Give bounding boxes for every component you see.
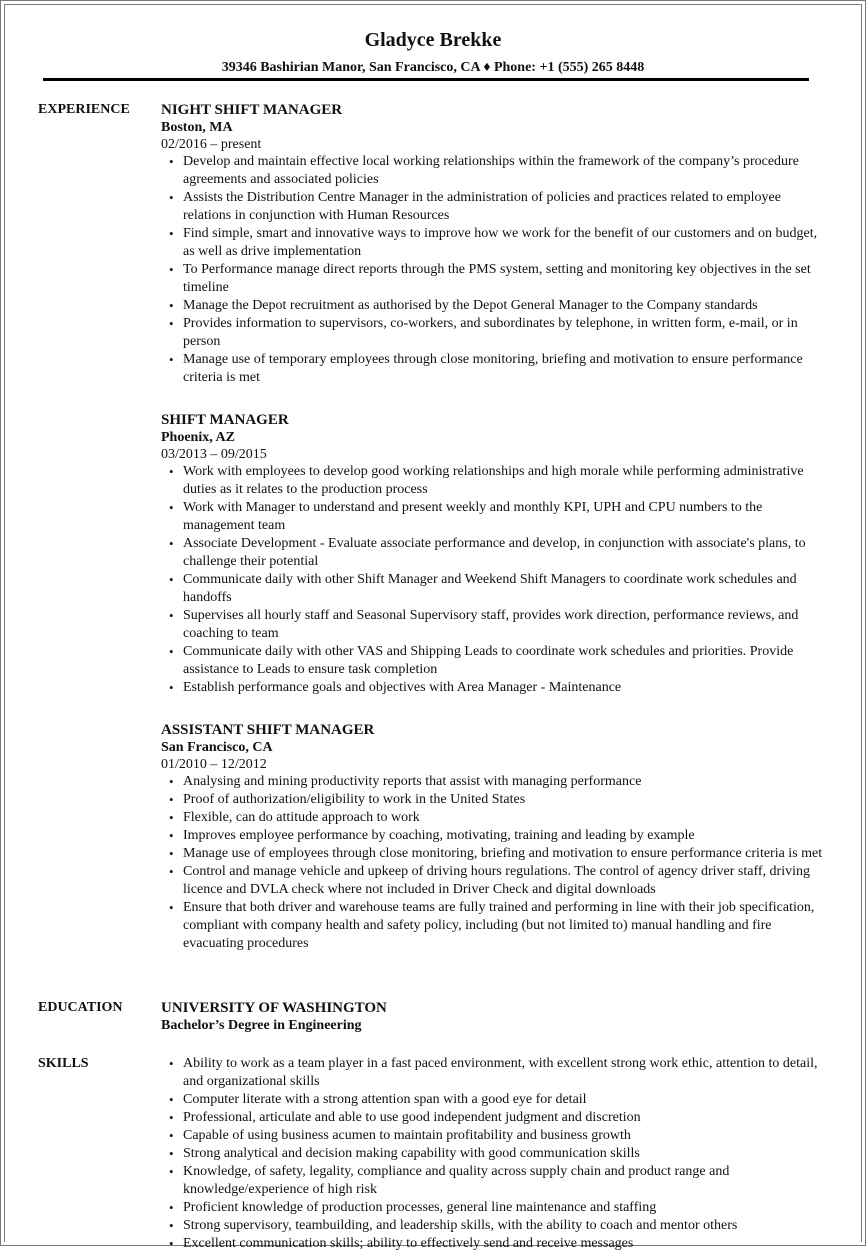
bullet-item: • Work with Manager to understand and present weekly and monthly KPI, UPH and CPU numbers to the management team (161, 499, 823, 535)
bullet-item: • Provides information to supervisors, co-workers, and subordinates by telephone, in written form, e-mail, or in person (161, 315, 823, 351)
job-location: Phoenix, AZ (161, 430, 235, 445)
education-body (161, 999, 821, 1034)
bullet-item: • Knowledge, of safety, legality, compliance and quality across supply chain and product range and knowledge/experience of high risk (161, 1163, 823, 1199)
bullet-item: • To Performance manage direct reports through the PMS system, setting and monitoring key objectives in the set timeline (161, 261, 823, 297)
job-bullets (161, 153, 821, 387)
bullet-item: • Find simple, smart and innovative ways to improve how we work for the benefit of our customers and on budget, as well as drive implementation (161, 225, 823, 261)
bullet-item: • Ensure that both driver and warehouse teams are fully trained and performing in line with their job specification, compliant with company health and safety policy, including (but not limited to) manual handling and fire evacuating procedures (161, 899, 823, 953)
job-location: Boston, MA (161, 120, 233, 135)
skills-body (161, 1055, 821, 1253)
bullet-item: • Work with employees to develop good working relationships and high morale while performing administrative duties as it relates to the production process (161, 463, 823, 499)
bullet-item: • Assists the Distribution Centre Manager in the administration of policies and practices related to employee relations in conjunction with Human Resources (161, 189, 823, 225)
job-dates: 01/2010 – 12/2012 (161, 757, 267, 772)
bullet-item: • Flexible, can do attitude approach to work (161, 809, 823, 827)
resume-header (0, 28, 866, 76)
bullet-item: • Communicate daily with other VAS and Shipping Leads to coordinate work schedules and priorities. Provide assistance to Leads to ensure task completion (161, 643, 823, 679)
bullet-item: • Supervises all hourly staff and Seasonal Supervisory staff, provides work direction, performance reviews, and coaching to team (161, 607, 823, 643)
bullet-item: • Professional, articulate and able to use good independent judgment and discretion (161, 1109, 823, 1127)
section-label-experience: EXPERIENCE (38, 102, 130, 117)
bullet-item: • Computer literate with a strong attention span with a good eye for detail (161, 1091, 823, 1109)
bullet-item: • Proficient knowledge of production processes, general line maintenance and staffing (161, 1199, 823, 1217)
bullet-item: • Develop and maintain effective local working relationships within the framework of the company’s procedure agreements and associated policies (161, 153, 823, 189)
section-label-education: EDUCATION (38, 1000, 123, 1015)
education-school: UNIVERSITY OF WASHINGTON (161, 1000, 387, 1016)
job-title: NIGHT SHIFT MANAGER (161, 102, 343, 118)
bullet-item: • Strong supervisory, teambuilding, and leadership skills, with the ability to coach and mentor others (161, 1217, 823, 1235)
bullet-item: • Associate Development - Evaluate associate performance and develop, in conjunction with associate's plans, to challenge their potential (161, 535, 823, 571)
bullet-item: • Capable of using business acumen to maintain profitability and business growth (161, 1127, 823, 1145)
job-title: ASSISTANT SHIFT MANAGER (161, 722, 375, 738)
job-location: San Francisco, CA (161, 740, 273, 755)
skills-bullets (161, 1055, 821, 1253)
bullet-item: • Manage use of employees through close monitoring, briefing and motivation to ensure performance criteria is met (161, 845, 823, 863)
job-dates: 03/2013 – 09/2015 (161, 447, 267, 462)
bullet-item: • Improves employee performance by coaching, motivating, training and leading by example (161, 827, 823, 845)
bullet-item: • Ability to work as a team player in a fast paced environment, with excellent strong work ethic, attention to detail, and organizational skills (161, 1055, 823, 1091)
job-entry (161, 411, 821, 697)
header-divider (43, 78, 809, 81)
job-entry (161, 101, 821, 387)
education-degree: Bachelor’s Degree in Engineering (161, 1018, 362, 1033)
job-entry (161, 721, 821, 953)
bullet-item: • Establish performance goals and objectives with Area Manager - Maintenance (161, 679, 823, 697)
bullet-item: • Manage use of temporary employees through close monitoring, briefing and motivation to ensure performance criteria is met (161, 351, 823, 387)
job-title: SHIFT MANAGER (161, 412, 289, 428)
job-bullets (161, 773, 821, 953)
job-dates: 02/2016 – present (161, 137, 262, 152)
job-bullets (161, 463, 821, 697)
section-label-skills: SKILLS (38, 1056, 89, 1071)
bullet-item: • Strong analytical and decision making capability with good communication skills (161, 1145, 823, 1163)
bullet-item: • Analysing and mining productivity reports that assist with managing performance (161, 773, 823, 791)
contact-line: 39346 Bashirian Manor, San Francisco, CA ♦ Phone: +1 (555) 265 8448 (221, 60, 645, 75)
candidate-name: Gladyce Brekke (364, 29, 502, 51)
bullet-item: • Manage the Depot recruitment as authorised by the Depot General Manager to the Company standards (161, 297, 823, 315)
bullet-item: • Excellent communication skills; ability to effectively send and receive messages (161, 1235, 823, 1253)
bullet-item: • Communicate daily with other Shift Manager and Weekend Shift Managers to coordinate work schedules and handoffs (161, 571, 823, 607)
bullet-item: • Proof of authorization/eligibility to work in the United States (161, 791, 823, 809)
bullet-item: • Control and manage vehicle and upkeep of driving hours regulations. The control of agency driver staff, driving licence and DVLA check where not included in Driver Check and digital downloads (161, 863, 823, 899)
